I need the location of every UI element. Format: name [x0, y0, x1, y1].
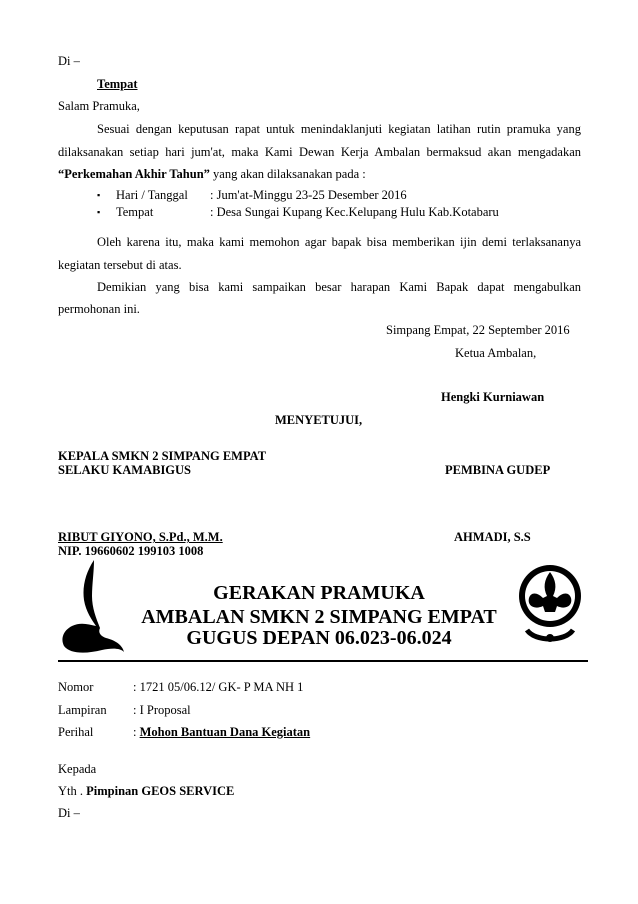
principal-title-line-1: KEPALA SMKN 2 SIMPANG EMPAT [58, 449, 267, 463]
supervisor-name: AHMADI, S.S [454, 530, 531, 544]
event-name: “Perkemahan Akhir Tahun” [58, 167, 210, 181]
paragraph-3-line-2: permohonan ini. [58, 302, 140, 316]
letterhead-line-2: AMBALAN SMKN 2 SIMPANG EMPAT [141, 606, 497, 628]
paragraph-3-line-1: Demikian yang bisa kami sampaikan besar harapan Kami Bapak dapat mengabulkan [97, 280, 581, 294]
meta-value-nomor: : 1721 05/06.12/ GK- P MA NH 1 [133, 680, 304, 694]
approval-heading: MENYETUJUI, [275, 413, 363, 427]
meta-perihal-prefix: : [133, 725, 140, 739]
event-rest: yang akan dilaksanakan pada : [209, 167, 366, 181]
paragraph-2-line-1: Oleh karena itu, maka kami memohon agar bapak bisa memberikan ijin demi terlaksananya [97, 235, 581, 249]
recipient-yth: Yth . [58, 784, 87, 798]
supervisor-title: PEMBINA GUDEP [445, 463, 551, 477]
paragraph-2-line-2: kegiatan tersebut di atas. [58, 258, 182, 272]
detail-label-day: Hari / Tanggal [116, 188, 188, 202]
letterhead-divider [58, 660, 588, 662]
principal-nip: NIP. 19660602 199103 1008 [58, 544, 204, 558]
meta-label-nomor: Nomor [58, 680, 94, 694]
paragraph-1-line-1: Sesuai dengan keputusan rapat untuk menindaklanjuti kegiatan latihan rutin pramuka yang [97, 122, 581, 136]
greeting: Salam Pramuka, [58, 99, 140, 113]
letterhead-line-3: GUGUS DEPAN 06.023-06.024 [186, 627, 452, 649]
recipient-line [58, 784, 234, 799]
paragraph-1-line-3 [58, 167, 366, 182]
meta-label-lampiran: Lampiran [58, 703, 107, 717]
place-date: Simpang Empat, 22 September 2016 [386, 323, 570, 337]
bullet-icon: ▪ [97, 190, 101, 200]
paragraph-1-line-2: dilaksanakan setiap hari jum'at, maka Kami Dewan Kerja Ambalan bermaksud akan mengadakan [58, 145, 581, 159]
meta-label-perihal: Perihal [58, 725, 94, 739]
detail-label-place: Tempat [116, 205, 154, 219]
meta-perihal-subject: Mohon Bantuan Dana Kegiatan [139, 725, 311, 739]
meta-value-lampiran: : I Proposal [133, 703, 191, 717]
recipient-di: Di – [58, 806, 80, 820]
salutation-tempat: Tempat [97, 77, 138, 91]
salutation-di: Di – [58, 54, 80, 68]
recipient-kepada: Kepada [58, 762, 97, 776]
letterhead-line-1: GERAKAN PRAMUKA [213, 582, 425, 604]
detail-value-place: : Desa Sungai Kupang Kec.Kelupang Hulu Kab.Kotabaru [210, 205, 499, 219]
meta-value-perihal [133, 725, 310, 740]
signer-title: Ketua Ambalan, [455, 346, 537, 360]
principal-title-line-2: SELAKU KAMABIGUS [58, 463, 192, 477]
detail-value-day: : Jum'at-Minggu 23-25 Desember 2016 [210, 188, 407, 202]
signer-name: Hengki Kurniawan [441, 390, 545, 404]
bullet-icon: ▪ [97, 207, 101, 217]
principal-name: RIBUT GIYONO, S.Pd., M.M. [58, 530, 223, 544]
recipient-name: Pimpinan GEOS SERVICE [86, 784, 235, 798]
scout-emblem-icon [515, 562, 585, 650]
